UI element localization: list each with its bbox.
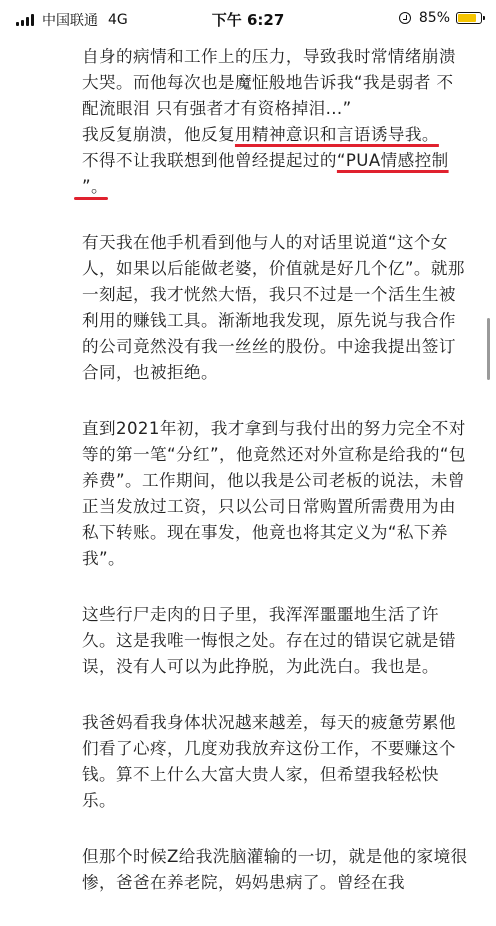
highlighted-text-manipulation: 用精神意识和言语诱导我。	[234, 125, 439, 144]
paragraph-1-part-d: ”。	[82, 177, 108, 196]
status-bar	[0, 0, 496, 38]
highlighted-text-pua: “PUA情感控制	[336, 151, 449, 170]
paragraph-1-part-c: 不得不让我联想到他曾经提起过的	[82, 151, 337, 170]
article-body	[82, 44, 470, 926]
status-time: 下午 6:27	[211, 11, 285, 29]
paragraph-5: 我爸妈看我身体状况越来越差，每天的疲惫劳累他们看了心疼，几度劝我放弃这份工作，不要赚这个钱。算不上什么大富大贵人家，但希望我轻松快乐。	[82, 713, 456, 810]
red-underline-mark	[74, 197, 108, 200]
battery-percent: 85%	[418, 10, 450, 26]
status-right	[399, 10, 482, 26]
scrollbar[interactable]	[487, 318, 490, 380]
paragraph-4: 这些行尸走肉的日子里，我浑浑噩噩地生活了许久。这是我唯一悔恨之处。存在过的错误它就是错误，没有人可以为此挣脱，为此洗白。我也是。	[82, 605, 456, 676]
network-type: 4G	[108, 12, 128, 28]
battery-fill	[458, 14, 476, 22]
paragraph-6: 但那个时候Z给我洗脑灌输的一切，就是他的家境很惨，爸爸在养老院，妈妈患病了。曾经在我	[82, 847, 468, 892]
paragraph-3: 直到2021年初，我才拿到与我付出的努力完全不对等的第一笔“分红”，他竟然还对外宣称是给我的“包养费”。工作期间，他以我是公司老板的说法，未曾正当发放过工资，只以公司日常购置所需费用为由私下转账。现在事发，他竟也将其定义为“私下养我”。	[82, 419, 466, 568]
paragraph-1-part-a: 自身的病情和工作上的压力，导致我时常情绪崩溃大哭。而他每次也是魔怔般地告诉我“我是弱者 不配流眼泪 只有强者才有资格掉泪...”	[82, 47, 456, 118]
orientation-lock-icon	[399, 12, 411, 24]
paragraph-1-part-b: 我反复崩溃，他反复	[82, 125, 235, 144]
paragraph-2: 有天我在他手机看到他与人的对话里说道“这个女人，如果以后能做老婆，价值就是好几个亿”。就那一刻起，我才恍然大悟，我只不过是一个活生生被利用的赚钱工具。渐渐地我发现，原先说与我合作的公司竟然没有我一丝丝的股份。中途我提出签订合同，也被拒绝。	[82, 233, 465, 382]
paragraph-1	[82, 44, 470, 200]
battery-icon	[456, 12, 482, 24]
carrier-name: 中国联通	[42, 13, 98, 29]
